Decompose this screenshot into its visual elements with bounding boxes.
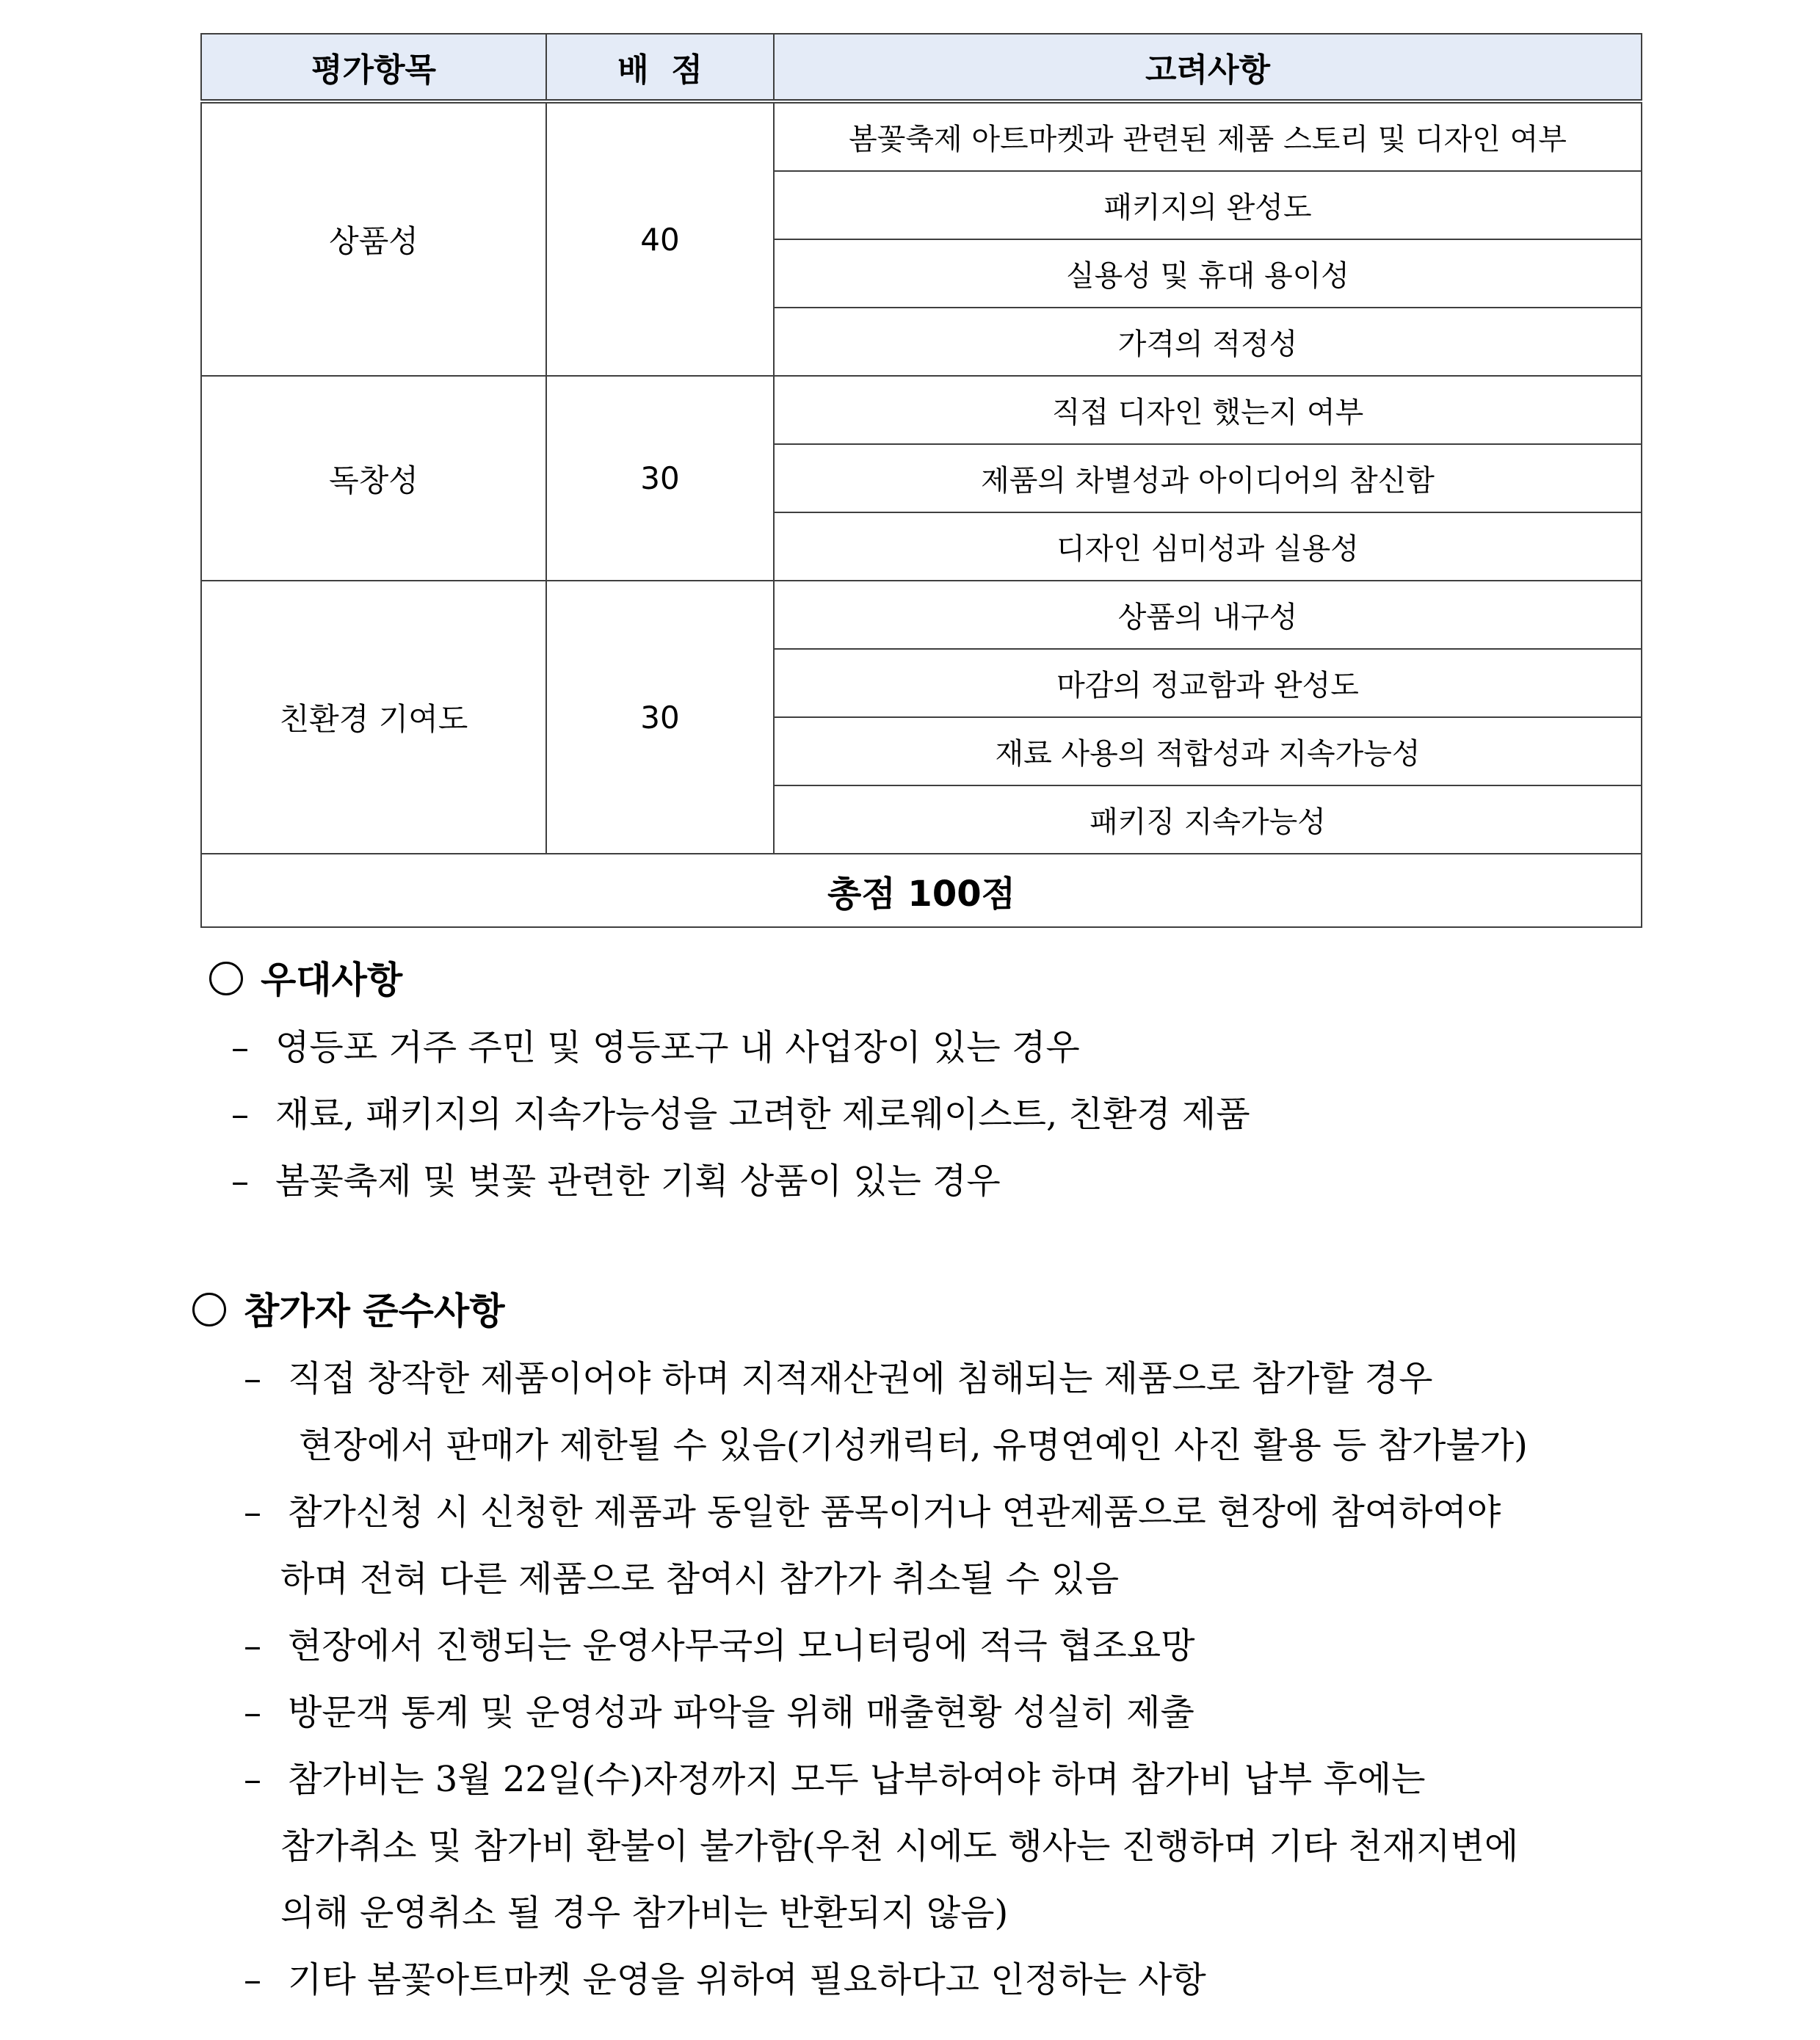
evaluation-table [200,33,1642,928]
list-item-text: 봄꽃축제 및 벚꽃 관련한 기획 상품이 있는 경우 [275,1161,1001,1202]
list-item-text: 참가비는 3월 22일(수)자정까지 모두 납부하여야 하며 참가비 납부 후에는 [288,1759,1426,1800]
list-item [244,1490,1501,1534]
criteria-cell: 패키지의 완성도 [774,171,1642,239]
list-item-text: 현장에서 진행되는 운영사무국의 모니터링에 적극 협조요망 [288,1625,1195,1666]
category-cell: 독창성 [201,376,546,581]
benefits-section [209,958,1641,1222]
rules-title: 참가자 준수사항 [244,1290,505,1332]
header-score: 배 점 [546,34,774,101]
total-score: 총점 100점 [201,854,1642,927]
criteria-cell: 패키징 지속가능성 [774,785,1642,854]
list-item [244,1624,1195,1668]
criteria-cell: 실용성 및 휴대 용이성 [774,239,1642,308]
category-cell: 친환경 기여도 [201,581,546,854]
criteria-cell: 가격의 적정성 [774,308,1642,376]
list-item-continuation: 현장에서 판매가 제한될 수 있음(기성캐릭터, 유명연예인 사진 활용 등 참가불가) [299,1425,1528,1466]
list-item [244,1757,1425,1801]
rules-section [192,1289,1646,2030]
dash-bullet: – [244,1692,261,1733]
list-item-text: 기타 봄꽃아트마켓 운영을 위하여 필요하다고 인정하는 사항 [288,1959,1206,2000]
list-item [244,1958,1206,2002]
list-item-continuation: 의해 운영취소 될 경우 참가비는 반환되지 않음) [280,1892,1009,1934]
list-item-continuation: 하며 전혀 다른 제품으로 참여시 참가가 취소될 수 있음 [280,1558,1120,1600]
header-criteria: 고려사항 [774,34,1642,101]
dash-bullet: – [244,1625,261,1666]
benefits-title: 우대사항 [261,959,403,1001]
list-item-continuation: 참가취소 및 참가비 환불이 불가함(우천 시에도 행사는 진행하며 기타 천재지변에 [280,1826,1519,1867]
list-item-text: 재료, 패키지의 지속가능성을 고려한 제로웨이스트, 친환경 제품 [275,1094,1250,1135]
dash-bullet: – [244,1492,261,1533]
criteria-cell: 제품의 차별성과 아이디어의 참신함 [774,444,1642,512]
list-item-text: 참가신청 시 신청한 제품과 동일한 품목이거나 연관제품으로 현장에 참여하여야 [288,1492,1501,1533]
table-row [201,101,1642,171]
list-item [244,1691,1194,1735]
header-category: 평가항목 [201,34,546,101]
category-cell: 상품성 [201,101,546,376]
dash-bullet: – [244,1959,261,2000]
criteria-cell: 직접 디자인 했는지 여부 [774,376,1642,444]
dash-bullet: – [231,1161,249,1202]
dash-bullet: – [231,1027,249,1068]
list-item [231,1026,1080,1070]
total-row [201,854,1642,927]
dash-bullet: – [244,1759,261,1800]
list-item [244,1357,1432,1401]
criteria-cell: 상품의 내구성 [774,581,1642,649]
table-row [201,581,1642,649]
list-item-text: 직접 창작한 제품이어야 하며 지적재산권에 침해되는 제품으로 참가할 경우 [288,1358,1433,1399]
list-item-text: 영등포 거주 주민 및 영등포구 내 사업장이 있는 경우 [275,1027,1080,1068]
list-item-text: 방문객 통계 및 운영성과 파악을 위해 매출현황 성실히 제출 [288,1692,1194,1733]
rules-heading [192,1289,505,1333]
list-item [231,1159,1001,1203]
score-cell: 30 [546,581,774,854]
benefits-heading [209,958,402,1002]
dash-bullet: – [244,1358,261,1399]
score-cell: 40 [546,101,774,376]
criteria-cell: 마감의 정교함과 완성도 [774,649,1642,717]
list-item [231,1092,1250,1136]
criteria-cell: 재료 사용의 적합성과 지속가능성 [774,717,1642,785]
criteria-cell: 디자인 심미성과 실용성 [774,512,1642,581]
circle-bullet-icon [192,1293,226,1326]
score-cell: 30 [546,376,774,581]
circle-bullet-icon [209,962,243,995]
dash-bullet: – [231,1094,249,1135]
table-header-row [201,34,1642,101]
criteria-cell: 봄꽃축제 아트마켓과 관련된 제품 스토리 및 디자인 여부 [774,101,1642,171]
table-row [201,376,1642,444]
